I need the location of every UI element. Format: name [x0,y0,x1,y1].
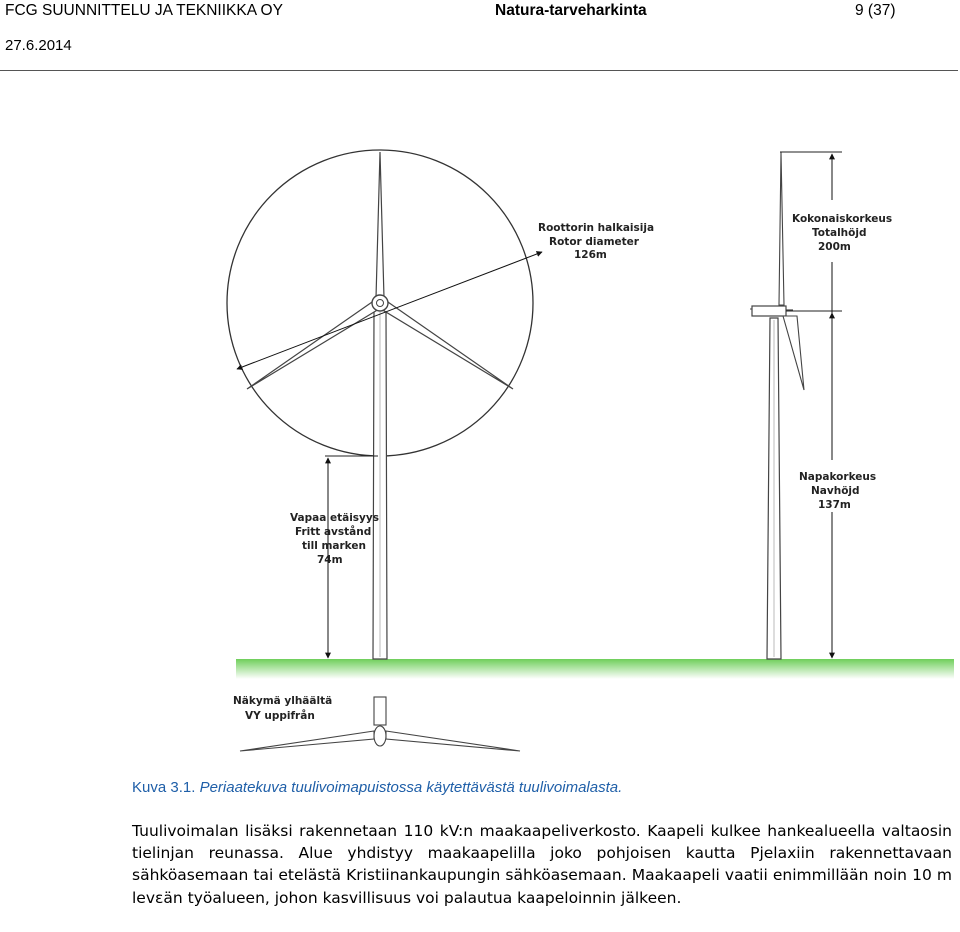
hub-height-label-fi: Napakorkeus [799,471,877,483]
ground-strip [236,659,954,679]
nacelle-side [752,306,786,316]
total-height-label-fi: Kokonaiskorkeus [792,213,893,225]
rotor-label-value: 126m [574,249,607,261]
clearance-label-3: till marken [302,540,366,552]
blade-right [381,300,513,389]
blade-side-up [779,152,784,305]
caption-number: Kuva 3.1. [132,779,196,796]
blade-top-right [386,731,520,751]
wind-turbine-figure [0,72,960,772]
blade-top-left [240,731,374,751]
caption-text: Periaatekuva tuulivoimapuistossa käytettävästä tuulivoimalasta. [199,779,623,796]
blade-up [376,152,384,298]
header-page-number: 9 (37) [855,2,896,19]
nacelle-top [374,697,386,725]
header-title: Natura-tarveharkinta [495,2,647,19]
clearance-label-value: 74m [317,554,343,566]
figure-caption [132,779,622,796]
hub-height-label-value: 137m [818,499,851,511]
top-view-label-fi: Näkymä ylhäältä [233,695,333,707]
header-company: FCG SUUNNITTELU JA TEKNIIKKA OY [5,2,283,19]
rotor-diameter-line [237,252,542,369]
hub-height-label-sv: Navhöjd [811,485,860,497]
header-divider [0,70,958,71]
header-date: 27.6.2014 [5,37,72,54]
blade-side-down [783,316,804,390]
top-view-label-sv: VY uppifrån [245,710,315,722]
blade-left [247,300,379,389]
clearance-label-1: Vapaa etäisyys [290,512,379,524]
clearance-label-2: Fritt avstånd [295,526,372,538]
total-height-label-sv: Totalhöjd [812,227,867,239]
total-height-label-value: 200m [818,241,851,253]
rotor-label-fi: Roottorin halkaisija [538,222,655,234]
rotor-label-sv: Rotor diameter [549,236,639,248]
body-paragraph: Tuulivoimalan lisäksi rakennetaan 110 kV:n maakaapeliverkosto. Kaapeli kulkee hankealueella valtaosin tielinjan reunassa. Alue yhdistyy maakaapelilla joko pohjoisen kautta Pjelaxiin rakennettavaan sähköasemaan tai etelästä Kristiinankaupungin sähköasemaan. Maakaapeli vaatii enimmillään noin 10 m levεän työalueen, johon kasvillisuus voi palautua kaapeloinnin jälkeen. [132,822,952,907]
